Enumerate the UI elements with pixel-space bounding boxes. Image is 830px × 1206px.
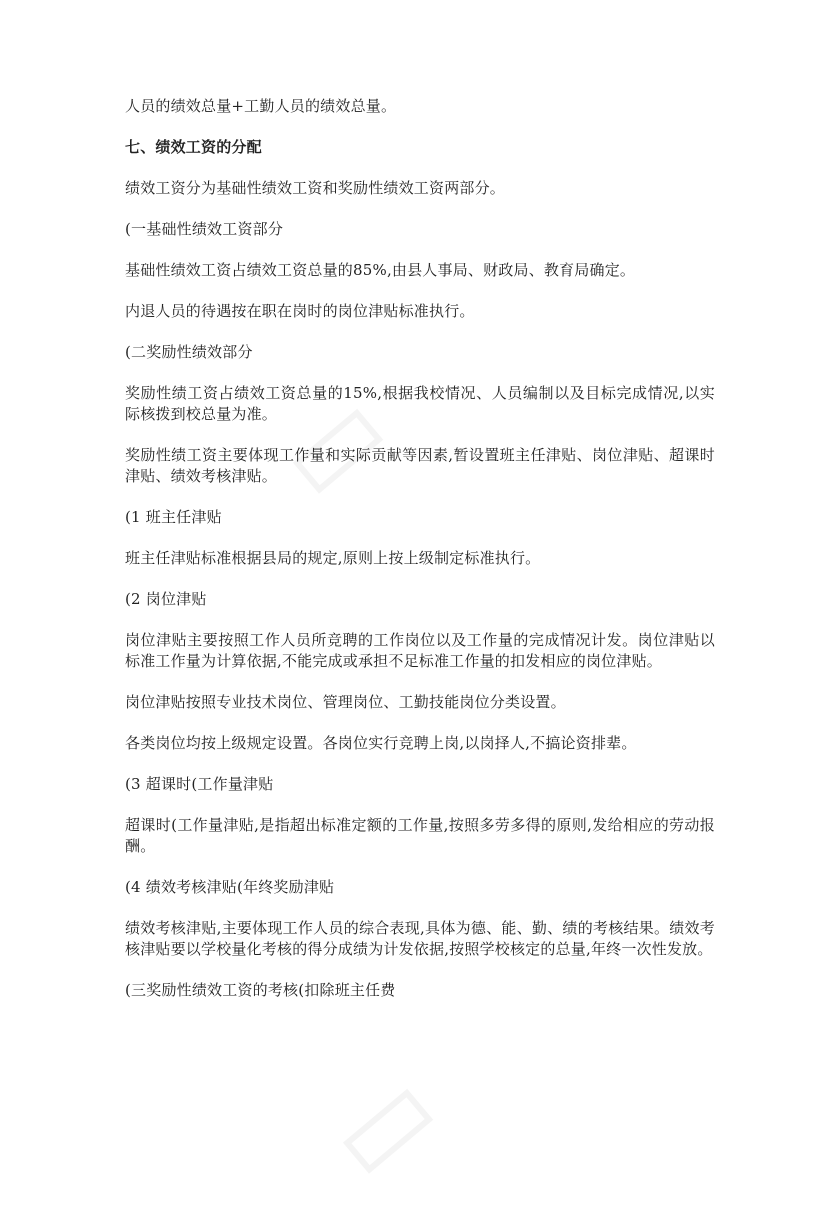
paragraph: 超课时(工作量津贴,是指超出标准定额的工作量,按照多劳多得的原则,发给相应的劳动报酬。 <box>125 816 715 855</box>
subsection-heading: (三奖励性绩效工资的考核(扣除班主任费 <box>125 981 396 999</box>
paragraph: 内退人员的待遇按在职在岗时的岗位津贴标准执行。 <box>125 302 475 320</box>
watermark <box>301 1042 463 1206</box>
paragraph: 基础性绩效工资占绩效工资总量的85%,由县人事局、财政局、教育局确定。 <box>125 261 636 279</box>
paragraph: 各类岗位均按上级规定设置。各岗位实行竞聘上岗,以岗择人,不搞论资排辈。 <box>125 734 637 752</box>
paragraph: 岗位津贴按照专业技术岗位、管理岗位、工勤技能岗位分类设置。 <box>125 693 566 711</box>
paragraph: 绩效工资分为基础性绩效工资和奖励性绩效工资两部分。 <box>125 179 506 197</box>
paragraph: 绩效考核津贴,主要体现工作人员的综合表现,具体为德、能、勤、绩的考核结果。绩效考核津贴要以学校量化考核的得分成绩为计发依据,按照学校核定的总量,年终一次性发放。 <box>125 919 715 958</box>
paragraph: 人员的绩效总量+工勤人员的绩效总量。 <box>125 97 397 115</box>
item-heading: (2 岗位津贴 <box>125 590 207 608</box>
subsection-heading: (一基础性绩效工资部分 <box>125 220 284 238</box>
subsection-heading: (二奖励性绩效部分 <box>125 343 253 361</box>
paragraph: 班主任津贴标准根据县局的规定,原则上按上级制定标准执行。 <box>125 549 541 567</box>
paragraph: 岗位津贴主要按照工作人员所竞聘的工作岗位以及工作量的完成情况计发。岗位津贴以标准工作量为计算依据,不能完成或承担不足标准工作量的扣发相应的岗位津贴。 <box>125 631 715 670</box>
item-heading: (1 班主任津贴 <box>125 508 222 526</box>
paragraph: 奖励性绩工资占绩效工资总量的15%,根据我校情况、人员编制以及目标完成情况,以实际核拨到校总量为准。 <box>125 384 715 423</box>
paragraph: 奖励性绩工资主要体现工作量和实际贡献等因素,暂设置班主任津贴、岗位津贴、超课时津贴、绩效考核津贴。 <box>125 446 715 485</box>
document-page <box>125 96 715 1021</box>
item-heading: (3 超课时(工作量津贴 <box>125 775 274 793</box>
item-heading: (4 绩效考核津贴(年终奖励津贴 <box>125 878 335 896</box>
section-heading: 七、绩效工资的分配 <box>125 138 262 156</box>
